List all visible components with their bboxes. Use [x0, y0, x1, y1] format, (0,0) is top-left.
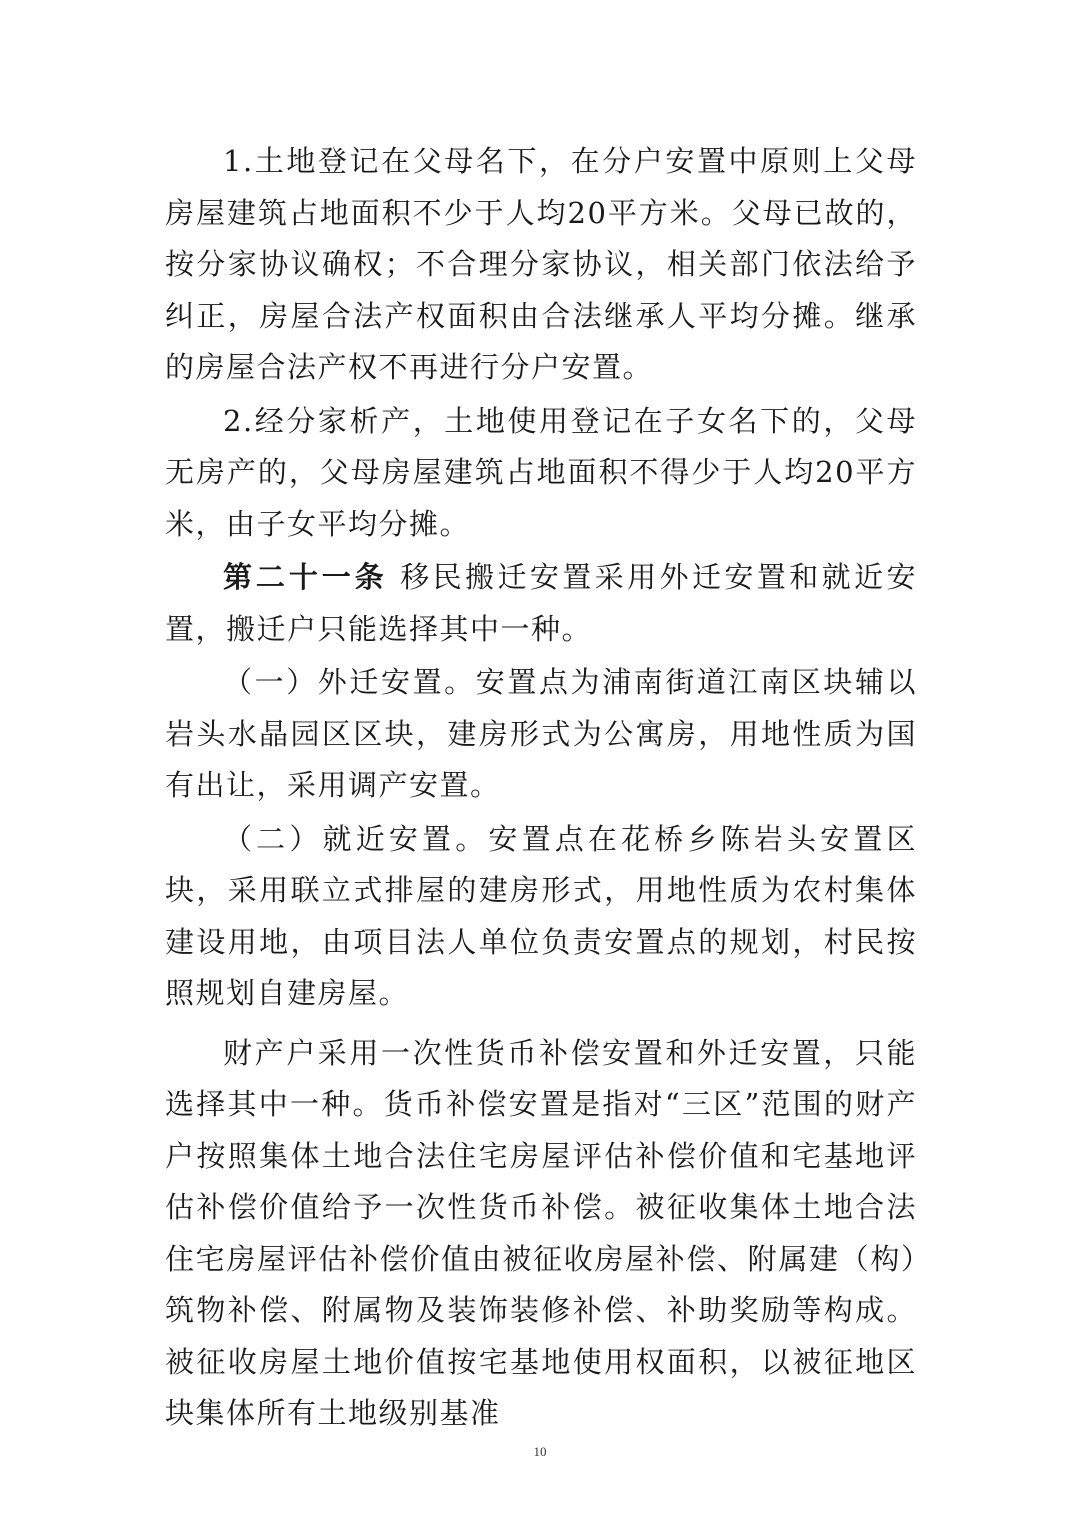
paragraph-text: 财产户采用一次性货币补偿安置和外迁安置，只能选择其中一种。货币补偿安置是指对“三区”范围的财产户按照集体土地合法住宅房屋评估补偿价值和宅基地评估补偿价值给予一次性货币补偿。被征收集体土地合法住宅房屋评估补偿价值由被征收房屋补偿、附属建（构）筑物补偿、附属物及装饰装修补偿、补助奖励等构成。被征收房屋土地价值按宅基地使用权面积，以被征地区块集体所有土地级别基准: [165, 1035, 917, 1430]
paragraph-nearby-resettlement: [165, 814, 917, 1020]
paragraph-text: 2.经分家析产，土地使用登记在子女名下的，父母无房产的，父母房屋建筑占地面积不得少于人均20平方米，由子女平均分摊。: [165, 403, 917, 541]
paragraph-item-1: [165, 136, 917, 394]
paragraph-text: 移民搬迁安置采用外迁安置和就近安置，搬迁户只能选择其中一种。: [165, 560, 917, 646]
document-body: [165, 136, 917, 1440]
paragraph-external-resettlement: [165, 657, 917, 812]
paragraph-text: （二）就近安置。安置点在花桥乡陈岩头安置区块，采用联立式排屋的建房形式，用地性质为农村集体建设用地，由项目法人单位负责安置点的规划，村民按照规划自建房屋。: [165, 821, 917, 1010]
article-21-paragraph: [165, 552, 917, 655]
article-label: 第二十一条: [223, 560, 388, 594]
paragraph-text: （一）外迁安置。安置点为浦南街道江南区块辅以岩头水晶园区区块，建房形式为公寓房，用地性质为国有出让，采用调产安置。: [165, 665, 917, 802]
paragraph-item-2: [165, 396, 917, 551]
page-number: 10: [533, 1444, 547, 1459]
paragraph-text: 1.土地登记在父母名下，在分户安置中原则上父母房屋建筑占地面积不少于人均20平方米。父母已故的，按分家协议确权；不合理分家协议，相关部门依法给予纠正，房屋合法产权面积由合法继承人平均分摊。继承的房屋合法产权不再进行分户安置。: [165, 144, 917, 384]
paragraph-property-households: [165, 1028, 917, 1440]
